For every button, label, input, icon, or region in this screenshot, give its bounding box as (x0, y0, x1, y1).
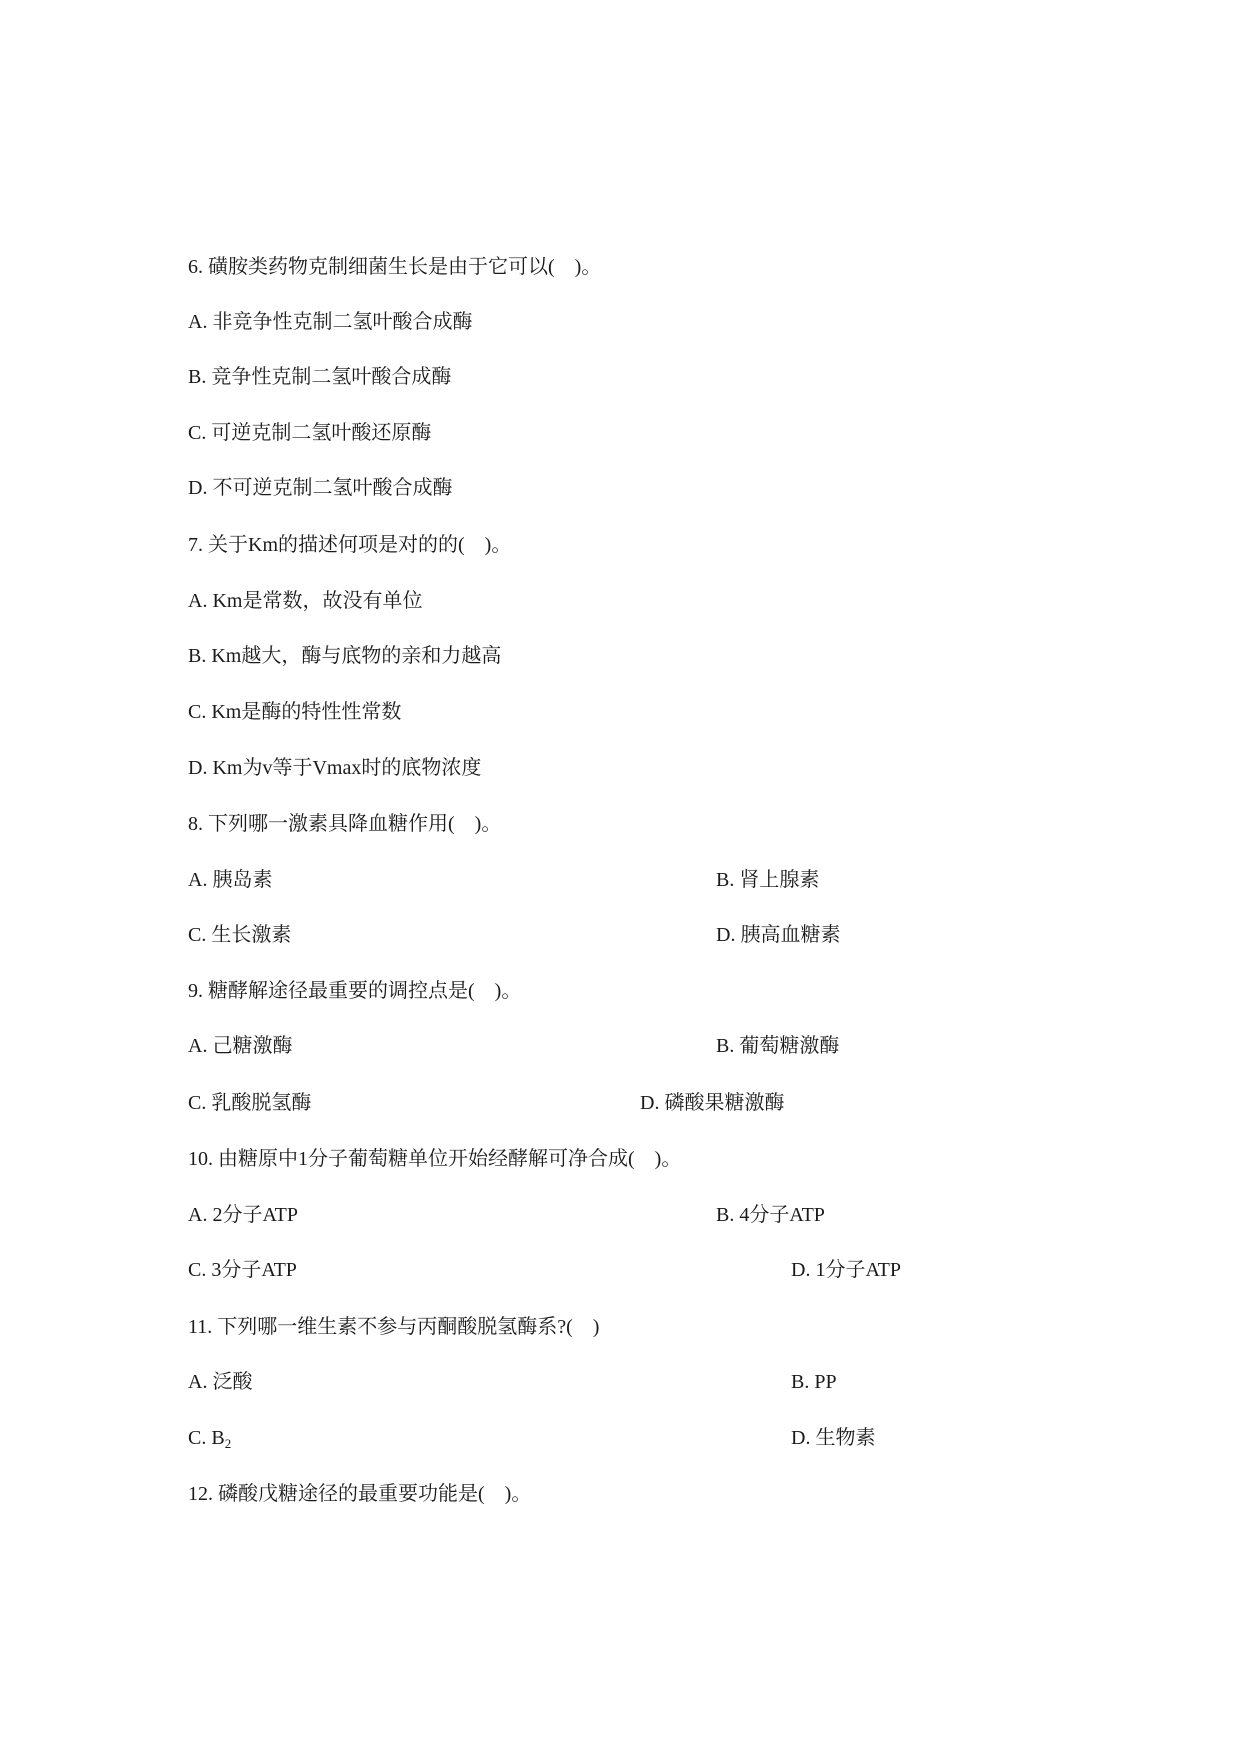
question-10-option-b: B. 4分子ATP (716, 1204, 825, 1226)
question-10-option-a: A. 2分子ATP (188, 1204, 299, 1226)
question-11-option-c-text: C. B (188, 1427, 225, 1449)
question-11-option-c-subscript: 2 (224, 1436, 232, 1451)
question-6-option-c: C. 可逆克制二氢叶酸还原酶 (188, 422, 432, 444)
question-9-option-b: B. 葡萄糖激酶 (716, 1035, 840, 1057)
question-6-option-a: A. 非竞争性克制二氢叶酸合成酶 (188, 311, 473, 333)
question-8-option-b: B. 肾上腺素 (716, 869, 820, 891)
question-11-option-c (188, 1426, 231, 1450)
question-8-stem: 8. 下列哪一激素具降血糖作用( )。 (188, 813, 502, 835)
question-6-option-b: B. 竞争性克制二氢叶酸合成酶 (188, 366, 452, 388)
question-8-option-a: A. 胰岛素 (188, 869, 273, 891)
question-9-option-d: D. 磷酸果糖激酶 (640, 1092, 785, 1114)
question-6-stem: 6. 磺胺类药物克制细菌生长是由于它可以( )。 (188, 256, 602, 278)
question-9-option-a: A. 己糖激酶 (188, 1035, 293, 1057)
question-8-option-c: C. 生长激素 (188, 924, 292, 946)
question-9-stem: 9. 糖酵解途径最重要的调控点是( )。 (188, 980, 522, 1002)
question-7-option-d: D. Km为v等于Vmax时的底物浓度 (188, 757, 482, 779)
question-7-option-b: B. Km越大，酶与底物的亲和力越高 (188, 645, 502, 667)
question-8-option-d: D. 胰高血糖素 (716, 924, 841, 946)
question-10-stem: 10. 由糖原中1分子葡萄糖单位开始经酵解可净合成( )。 (188, 1148, 682, 1170)
question-10-option-c: C. 3分子ATP (188, 1259, 297, 1281)
question-11-option-d: D. 生物素 (791, 1427, 876, 1449)
question-7-option-a: A. Km是常数，故没有单位 (188, 590, 423, 612)
question-11-stem: 11. 下列哪一维生素不参与丙酮酸脱氢酶系?( ) (188, 1316, 600, 1338)
question-9-option-c: C. 乳酸脱氢酶 (188, 1092, 312, 1114)
question-11-option-a: A. 泛酸 (188, 1371, 253, 1393)
question-10-option-d: D. 1分子ATP (791, 1259, 902, 1281)
question-11-option-b: B. PP (791, 1371, 837, 1393)
question-6-option-d: D. 不可逆克制二氢叶酸合成酶 (188, 477, 453, 499)
question-7-stem: 7. 关于Km的描述何项是对的的( )。 (188, 534, 512, 556)
question-12-stem: 12. 磷酸戊糖途径的最重要功能是( )。 (188, 1483, 532, 1505)
question-7-option-c: C. Km是酶的特性性常数 (188, 701, 402, 723)
